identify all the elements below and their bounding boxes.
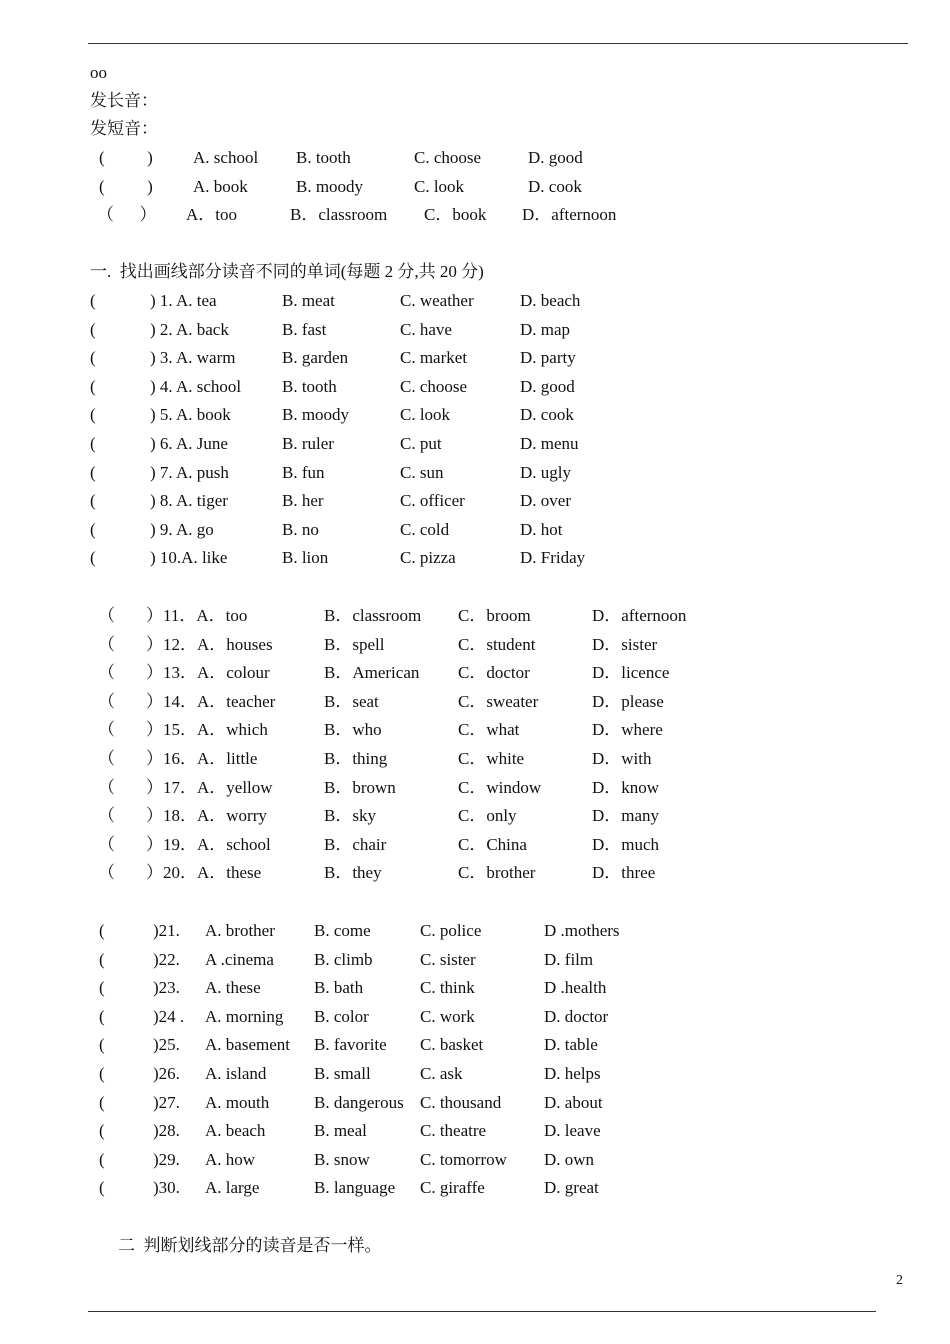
option-a: A. these (205, 978, 261, 998)
option-b: B. moody (296, 176, 364, 196)
option-a: A. morning (205, 1006, 284, 1026)
option-a: A. brother (205, 921, 275, 940)
question-number: )23. (153, 978, 180, 998)
question-row (0, 1120, 950, 1142)
question-number-option-a: ) 6. A. June (150, 434, 228, 453)
option-d: D. menu (520, 434, 579, 453)
section-oo-title: oo (90, 63, 107, 82)
question-row (0, 147, 950, 169)
question-number-option-a: ）14．A．teacher (146, 691, 276, 711)
option-b: B．classroom (290, 205, 388, 224)
option-b: B. moody (282, 405, 350, 425)
option-c: C．student (458, 634, 536, 654)
option-b: B. fast (282, 319, 327, 339)
question-row (0, 719, 950, 741)
option-d: D．where (592, 720, 663, 740)
question-row (0, 1034, 950, 1056)
question-row (0, 920, 950, 942)
question-number: )24 . (153, 1006, 185, 1026)
question-number: )25. (153, 1035, 180, 1055)
option-a: A. basement (205, 1035, 290, 1055)
answer-blank[interactable]: ( (90, 519, 96, 539)
top-rule (88, 43, 908, 44)
answer-blank[interactable]: ( (90, 376, 96, 396)
short-sound-label: 发短音： (90, 119, 158, 138)
option-c: C. work (420, 1006, 475, 1026)
question-number-option-a: ）17．A．yellow (146, 777, 273, 797)
answer-blank[interactable]: （ (98, 749, 115, 768)
question-row (0, 404, 950, 426)
answer-blank[interactable]: ( ) (99, 176, 153, 196)
question-number: )29. (153, 1149, 180, 1169)
question-row (0, 1092, 950, 1114)
question-row (0, 977, 950, 999)
answer-blank[interactable]: ( (90, 548, 96, 568)
option-d: D. beach (520, 291, 581, 310)
question-row (0, 204, 950, 226)
section-two-heading: 二 判断划线部分的读音是否一样。 (118, 1236, 382, 1255)
option-c: C. giraffe (420, 1178, 485, 1198)
answer-blank[interactable]: ( (90, 462, 96, 482)
question-number: )22. (153, 949, 180, 969)
question-number: )30. (153, 1178, 180, 1198)
option-d: D. helps (544, 1064, 601, 1083)
answer-blank[interactable]: （ (98, 806, 115, 826)
option-d: D. film (544, 949, 594, 969)
question-number-option-a: ) 2. A. back (150, 319, 229, 339)
option-d: D．afternoon (592, 606, 687, 625)
option-a: A. how (205, 1149, 256, 1169)
option-b: B. tooth (282, 376, 337, 396)
option-b: B. no (282, 519, 319, 539)
option-d: D .health (544, 978, 607, 998)
option-b: B. garden (282, 348, 349, 368)
option-d: D．many (592, 806, 660, 826)
question-number-option-a: ) 10.A. like (150, 548, 228, 568)
question-number-option-a: ）11．A．too (146, 606, 248, 625)
question-number-option-a: ) 5. A. book (150, 405, 231, 425)
option-c: C．only (458, 806, 517, 826)
option-d: D .mothers (544, 921, 620, 940)
answer-blank[interactable]: （ (98, 777, 115, 797)
option-b: B．they (324, 863, 382, 883)
option-c: C．what (458, 720, 520, 740)
answer-blank[interactable]: ( (99, 1035, 105, 1055)
question-number-option-a: ) 8. A. tiger (150, 491, 228, 511)
option-b: B. meal (314, 1121, 367, 1141)
question-number-option-a: ）20．A．these (146, 863, 262, 883)
option-b: B. lion (282, 548, 329, 568)
question-number-option-a: ) 4. A. school (150, 376, 242, 396)
option-b: B．thing (324, 749, 388, 768)
option-b: B. ruler (282, 434, 334, 453)
question-number-option-a: ) 3. A. warm (150, 348, 236, 368)
question-row (0, 748, 950, 770)
option-c: C．sweater (458, 691, 539, 711)
answer-blank[interactable]: ( (99, 949, 105, 969)
question-number-option-a: ）12．A．houses (146, 634, 273, 654)
question-row (0, 777, 950, 799)
question-row (0, 376, 950, 398)
question-number-option-a: ）19．A．school (146, 834, 271, 854)
option-b: B. her (282, 491, 324, 511)
option-d: D．sister (592, 634, 658, 654)
option-c: C. weather (400, 291, 474, 310)
question-row (0, 519, 950, 541)
question-row (0, 1177, 950, 1199)
option-c: C. officer (400, 491, 465, 511)
option-c: C. have (400, 319, 452, 339)
answer-blank[interactable]: ( (99, 1006, 105, 1026)
answer-blank[interactable]: ( (90, 319, 96, 339)
question-row (0, 490, 950, 512)
question-row (0, 1063, 950, 1085)
option-b: B. language (314, 1178, 396, 1198)
option-a: A. book (193, 176, 248, 196)
question-row (0, 834, 950, 856)
option-d: D．licence (592, 663, 670, 683)
option-d: D. table (544, 1035, 598, 1055)
answer-blank[interactable]: ( (90, 434, 96, 453)
question-row (0, 433, 950, 455)
question-number-option-a: ）15．A．which (146, 720, 268, 740)
option-b: B．chair (324, 834, 387, 854)
answer-blank[interactable]: （ (98, 863, 115, 883)
option-c: C. cold (400, 519, 450, 539)
option-b: B. bath (314, 978, 364, 998)
option-d: D．three (592, 863, 656, 883)
question-number-option-a: ）16．A．little (146, 749, 258, 768)
option-a: A. large (205, 1178, 260, 1198)
option-b: B．classroom (324, 606, 422, 625)
question-row (0, 949, 950, 971)
question-row (0, 547, 950, 569)
answer-blank[interactable]: ( (90, 291, 96, 310)
question-row (0, 691, 950, 713)
option-d: D. cook (528, 176, 582, 196)
option-a: A. island (205, 1064, 267, 1083)
answer-blank[interactable]: ( (90, 491, 96, 511)
option-d: D. cook (520, 405, 574, 425)
option-d: D. great (544, 1178, 599, 1198)
answer-blank[interactable]: （ (98, 606, 115, 625)
answer-blank[interactable]: ( (99, 921, 105, 940)
answer-blank[interactable]: （ ） (97, 205, 157, 224)
option-c: C. sister (420, 949, 476, 969)
option-a: A. school (193, 148, 259, 167)
question-row (0, 662, 950, 684)
question-number: )28. (153, 1121, 180, 1141)
option-c: C．broom (458, 606, 531, 625)
answer-blank[interactable]: （ (98, 663, 115, 683)
bottom-rule (88, 1311, 876, 1312)
option-c: C. think (420, 978, 475, 998)
answer-blank[interactable]: （ (98, 720, 115, 740)
option-d: D．know (592, 777, 660, 797)
option-c: C. ask (420, 1064, 463, 1083)
option-c: C. basket (420, 1035, 484, 1055)
question-row (0, 805, 950, 827)
option-d: D．with (592, 749, 652, 768)
option-c: C. look (414, 176, 465, 196)
option-d: D．afternoon (522, 205, 617, 224)
option-d: D. doctor (544, 1006, 609, 1026)
option-b: B. come (314, 921, 371, 940)
question-row (0, 634, 950, 656)
option-a: A．too (186, 205, 237, 224)
option-a: A .cinema (205, 949, 274, 969)
option-c: C．doctor (458, 663, 530, 683)
option-d: D. Friday (520, 548, 586, 568)
option-c: C．white (458, 749, 525, 768)
option-b: B．American (324, 663, 420, 683)
option-d: D. own (544, 1149, 595, 1169)
option-b: B．seat (324, 691, 379, 711)
option-d: D．please (592, 691, 664, 711)
question-row (0, 290, 950, 312)
option-c: C．window (458, 777, 542, 797)
answer-blank[interactable]: ( (90, 348, 96, 368)
question-number-option-a: ) 1. A. tea (150, 291, 217, 310)
answer-blank[interactable]: ( (90, 405, 96, 425)
answer-blank[interactable]: （ (98, 634, 115, 654)
option-d: D. hot (520, 519, 563, 539)
option-c: C．book (424, 205, 487, 224)
option-b: B. fun (282, 462, 325, 482)
option-d: D. over (520, 491, 571, 511)
long-sound-label: 发长音： (90, 91, 158, 110)
option-c: C. pizza (400, 548, 456, 568)
question-number-option-a: ）13．A．colour (146, 663, 270, 683)
option-b: B．who (324, 720, 382, 740)
answer-blank[interactable]: （ (98, 691, 115, 711)
option-b: B. small (314, 1064, 371, 1083)
option-c: C. choose (414, 148, 482, 167)
question-row (0, 1149, 950, 1171)
option-d: D．much (592, 834, 660, 854)
option-d: D. good (520, 376, 575, 396)
option-d: D. party (520, 348, 576, 368)
question-number: )21. (153, 921, 180, 940)
answer-blank[interactable]: ( ) (99, 148, 153, 167)
question-number: )27. (153, 1092, 180, 1112)
option-c: C. look (400, 405, 451, 425)
question-number-option-a: ）18．A．worry (146, 806, 267, 826)
option-c: C. put (400, 434, 442, 453)
option-c: C. theatre (420, 1121, 487, 1141)
answer-blank[interactable]: （ (98, 834, 115, 854)
answer-blank[interactable]: ( (99, 978, 105, 998)
option-b: B. snow (314, 1149, 370, 1169)
question-row (0, 462, 950, 484)
option-b: B. meat (282, 291, 335, 310)
option-b: B．sky (324, 806, 376, 826)
option-c: C．brother (458, 863, 536, 883)
answer-blank[interactable]: ( (99, 1178, 105, 1198)
option-d: D. good (528, 148, 583, 167)
option-a: A. beach (205, 1121, 266, 1141)
option-d: D. leave (544, 1121, 601, 1141)
option-c: C. choose (400, 376, 468, 396)
option-c: C. thousand (420, 1092, 502, 1112)
option-d: D. map (520, 319, 571, 339)
question-row (0, 1006, 950, 1028)
option-a: A. mouth (205, 1092, 270, 1112)
option-b: B. dangerous (314, 1092, 404, 1112)
option-b: B. color (314, 1006, 369, 1026)
answer-blank[interactable]: ( (99, 1149, 105, 1169)
option-b: B. tooth (296, 148, 351, 167)
option-c: C. sun (400, 462, 444, 482)
question-row (0, 319, 950, 341)
option-c: C. police (420, 921, 482, 940)
question-number-option-a: ) 7. A. push (150, 462, 229, 482)
option-c: C. tomorrow (420, 1149, 507, 1169)
question-number-option-a: ) 9. A. go (150, 519, 214, 539)
question-number: )26. (153, 1064, 180, 1083)
answer-blank[interactable]: ( (99, 1092, 105, 1112)
page-number: 2 (896, 1273, 903, 1288)
question-row (0, 862, 950, 884)
answer-blank[interactable]: ( (99, 1064, 105, 1083)
option-b: B．spell (324, 634, 385, 654)
option-c: C. market (400, 348, 468, 368)
option-c: C．China (458, 834, 527, 854)
option-b: B．brown (324, 777, 396, 797)
option-d: D. ugly (520, 462, 571, 482)
question-row (0, 605, 950, 627)
question-row (0, 347, 950, 369)
answer-blank[interactable]: ( (99, 1121, 105, 1141)
question-row (0, 176, 950, 198)
option-d: D. about (544, 1092, 603, 1112)
section-one-heading: 一. 找出画线部分读音不同的单词(每题 2 分,共 20 分) (90, 262, 484, 281)
option-b: B. favorite (314, 1035, 387, 1055)
option-b: B. climb (314, 949, 373, 969)
